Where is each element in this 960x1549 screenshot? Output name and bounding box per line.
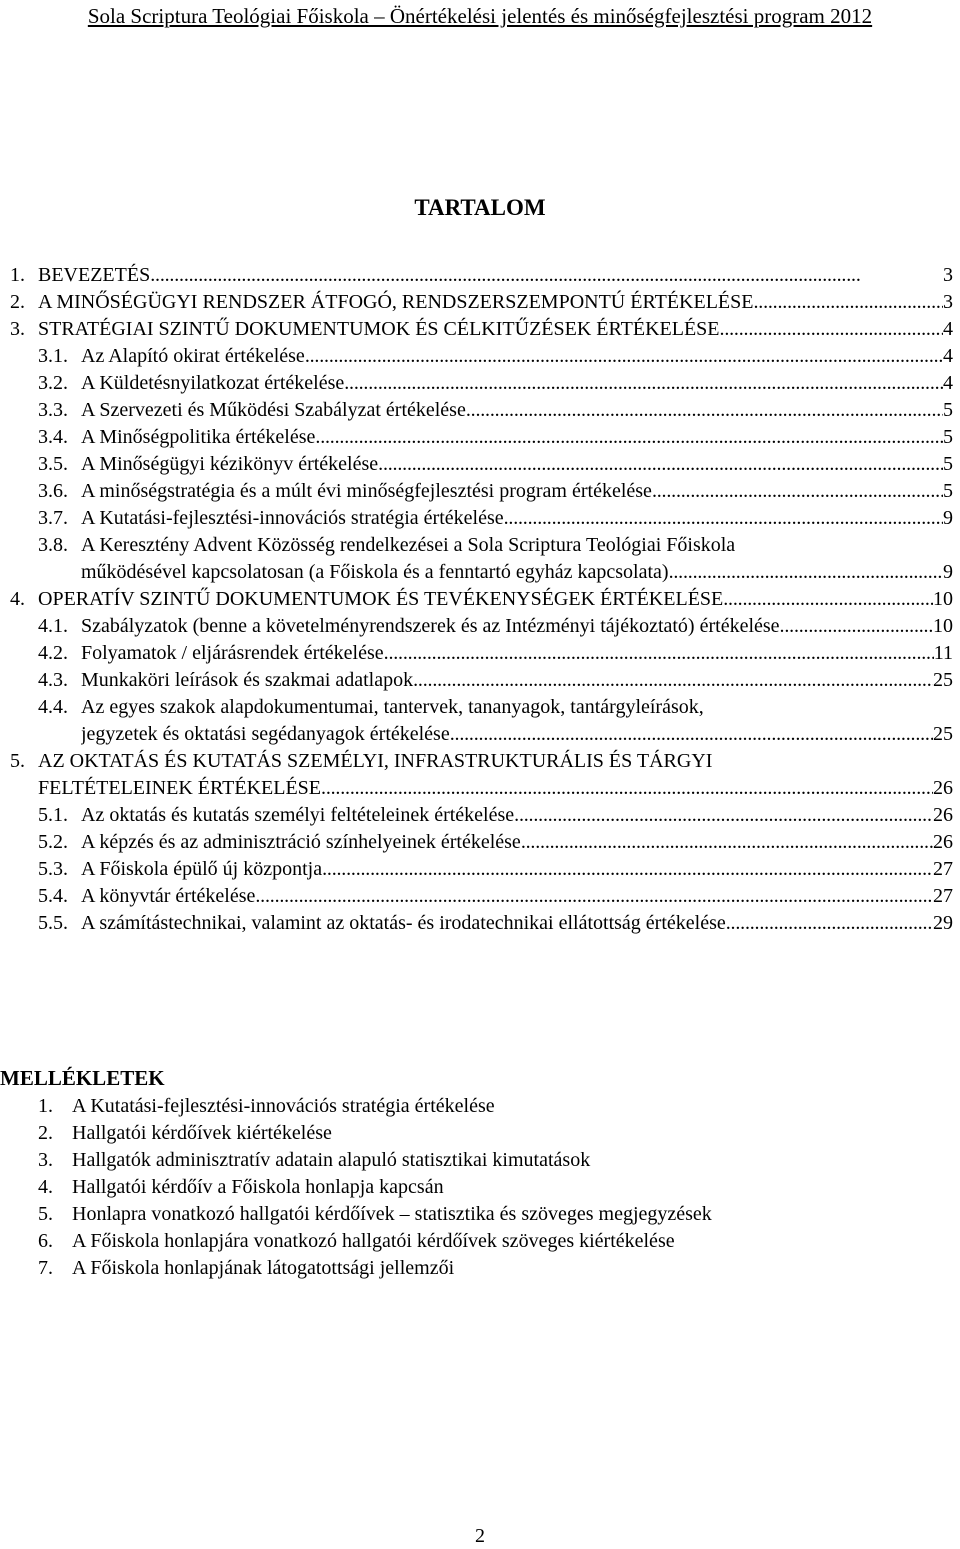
toc-entry-number: 3.1.	[38, 345, 68, 367]
toc-entry-title: A Kutatási-fejlesztési-innovációs stratégia értékelése	[81, 507, 504, 529]
toc-entry-page: 26	[933, 804, 953, 826]
dot-leader	[726, 910, 933, 937]
annex-item-title: A Főiskola honlapjának látogatottsági jellemzői	[72, 1257, 455, 1279]
toc-entry-page: 25	[933, 723, 953, 745]
dot-leader	[780, 613, 933, 640]
toc-entry-number: 3.8.	[38, 534, 68, 556]
toc-entry-number: 5.5.	[38, 912, 68, 934]
toc-entry-page: 11	[933, 642, 953, 664]
toc-entry-line	[81, 451, 953, 478]
dot-leader	[669, 559, 943, 586]
toc-title: TARTALOM	[414, 195, 546, 220]
dot-leader	[720, 316, 943, 343]
toc-entry[interactable]	[0, 910, 960, 937]
table-of-contents	[0, 262, 960, 937]
toc-entry-title: Munkaköri leírások és szakmai adatlapok	[81, 669, 414, 691]
toc-entry-page: 27	[933, 858, 953, 880]
dot-leader	[413, 667, 933, 694]
toc-entry-number: 4.3.	[38, 669, 68, 691]
toc-entry-line	[81, 721, 953, 748]
toc-entry-page: 5	[943, 399, 953, 421]
annex-item	[0, 1093, 960, 1120]
toc-entry-page: 5	[943, 453, 953, 475]
toc-entry-number: 3.2.	[38, 372, 68, 394]
toc-entry-line	[38, 586, 953, 613]
toc-entry-page: 5	[943, 426, 953, 448]
toc-entry-number: 3.7.	[38, 507, 68, 529]
toc-entry-number: 5.2.	[38, 831, 68, 853]
toc-entry-page: 25	[933, 669, 953, 691]
toc-entry-title: A Főiskola épülő új központja	[81, 858, 323, 880]
toc-entry[interactable]	[0, 478, 960, 505]
toc-entry-page: 4	[943, 372, 953, 394]
dot-leader	[753, 289, 943, 316]
toc-entry[interactable]	[0, 505, 960, 532]
toc-entry-title-line1: AZ OKTATÁS ÉS KUTATÁS SZEMÉLYI, INFRASTRUKTURÁLIS ÉS TÁRGYI	[38, 750, 713, 772]
dot-leader	[466, 397, 943, 424]
annex-item-number: 6.	[38, 1230, 53, 1252]
toc-entry-title: A képzés és az adminisztráció színhelyeinek értékelése	[81, 831, 521, 853]
toc-entry-number: 5.1.	[38, 804, 68, 826]
page-number: 2	[475, 1525, 485, 1547]
annex-item	[0, 1255, 960, 1282]
toc-entry-number: 5.	[10, 750, 25, 772]
annex-item-number: 3.	[38, 1149, 53, 1171]
dot-leader	[315, 424, 943, 451]
toc-entry[interactable]	[0, 748, 960, 802]
toc-entry[interactable]	[0, 802, 960, 829]
toc-entry[interactable]	[0, 451, 960, 478]
toc-entry-title: Folyamatok / eljárásrendek értékelése	[81, 642, 384, 664]
toc-entry-line	[81, 370, 953, 397]
toc-entry[interactable]	[0, 262, 960, 289]
annex-item-title: A Főiskola honlapjára vonatkozó hallgatói kérdőívek szöveges kiértékelése	[72, 1230, 675, 1252]
toc-entry-title: A könyvtár értékelése	[81, 885, 256, 907]
toc-entry[interactable]	[0, 316, 960, 343]
dot-leader	[723, 586, 933, 613]
annex-item-number: 1.	[38, 1095, 53, 1117]
toc-entry-title-line1: A Keresztény Advent Közösség rendelkezései a Sola Scriptura Teológiai Főiskola	[81, 534, 736, 556]
annexes-heading: MELLÉKLETEK	[0, 1066, 165, 1090]
toc-entry-number: 1.	[10, 264, 25, 286]
toc-entry[interactable]	[0, 289, 960, 316]
toc-entry-page: 10	[933, 615, 953, 637]
annex-item-title: A Kutatási-fejlesztési-innovációs stratégia értékelése	[72, 1095, 495, 1117]
annex-item-title: Hallgatók adminisztratív adatain alapuló statisztikai kimutatások	[72, 1149, 591, 1171]
toc-entry-number: 4.	[10, 588, 25, 610]
toc-entry-title: A Szervezeti és Működési Szabályzat értékelése	[81, 399, 466, 421]
toc-entry-line	[81, 802, 953, 829]
annex-item-title: Hallgatói kérdőív a Főiskola honlapja kapcsán	[72, 1176, 444, 1198]
toc-entry[interactable]	[0, 532, 960, 586]
toc-entry-number: 2.	[10, 291, 25, 313]
toc-entry-number: 3.5.	[38, 453, 68, 475]
dot-leader	[344, 370, 943, 397]
annex-item-number: 5.	[38, 1203, 53, 1225]
toc-entry[interactable]	[0, 397, 960, 424]
toc-entry-title: A számítástechnikai, valamint az oktatás- és irodatechnikai ellátottság értékelése	[81, 912, 726, 934]
toc-entry-line	[81, 559, 953, 586]
annex-item-number: 2.	[38, 1122, 53, 1144]
annex-item	[0, 1201, 960, 1228]
toc-entry-page: 27	[933, 885, 953, 907]
annex-item	[0, 1120, 960, 1147]
toc-entry-title: A MINŐSÉGÜGYI RENDSZER ÁTFOGÓ, RENDSZERSZEMPONTÚ ÉRTÉKELÉSE	[38, 291, 754, 313]
toc-entry-line	[81, 613, 953, 640]
toc-entry-line	[81, 640, 953, 667]
toc-entry-page: 26	[933, 777, 953, 799]
annex-item-title: Honlapra vonatkozó hallgatói kérdőívek – statisztika és szöveges megjegyzések	[72, 1203, 712, 1225]
toc-entry-line	[81, 829, 953, 856]
toc-entry[interactable]	[0, 667, 960, 694]
toc-entry-number: 3.6.	[38, 480, 68, 502]
toc-entry-title: jegyzetek és oktatási segédanyagok értékelése	[81, 723, 450, 745]
toc-entry-number: 3.3.	[38, 399, 68, 421]
toc-entry-page: 3	[943, 264, 953, 286]
dot-leader	[514, 802, 933, 829]
toc-entry-page: 9	[943, 507, 953, 529]
toc-entry-line	[81, 910, 953, 937]
dot-leader	[652, 478, 943, 505]
dot-leader	[378, 451, 943, 478]
toc-entry-line	[38, 775, 953, 802]
toc-entry[interactable]	[0, 343, 960, 370]
toc-entry-title-line1: Az egyes szakok alapdokumentumai, tantervek, tananyagok, tantárgyleírások,	[81, 696, 704, 718]
toc-entry-line	[81, 667, 953, 694]
toc-entry-number: 3.	[10, 318, 25, 340]
toc-entry[interactable]	[0, 856, 960, 883]
toc-entry-line	[38, 316, 953, 343]
toc-entry-number: 4.4.	[38, 696, 68, 718]
annex-item-number: 4.	[38, 1176, 53, 1198]
dot-leader	[384, 640, 934, 667]
toc-entry[interactable]	[0, 694, 960, 748]
toc-entry-page: 29	[933, 912, 953, 934]
toc-entry-title: STRATÉGIAI SZINTŰ DOKUMENTUMOK ÉS CÉLKITŰZÉSEK ÉRTÉKELÉSE	[38, 318, 720, 340]
annexes-list	[0, 1093, 960, 1282]
running-header	[0, 2, 960, 30]
toc-entry-title: BEVEZETÉS	[38, 264, 151, 286]
toc-entry-page: 9	[943, 561, 953, 583]
toc-entry[interactable]	[0, 424, 960, 451]
toc-entry[interactable]	[0, 613, 960, 640]
annex-item	[0, 1228, 960, 1255]
toc-entry-page: 3	[943, 291, 953, 313]
dot-leader	[504, 505, 943, 532]
dot-leader	[255, 883, 933, 910]
toc-entry-page: 10	[933, 588, 953, 610]
toc-entry-page: 4	[943, 318, 953, 340]
toc-entry-title: OPERATÍV SZINTŰ DOKUMENTUMOK ÉS TEVÉKENYSÉGEK ÉRTÉKELÉSE	[38, 588, 724, 610]
toc-entry-line	[81, 478, 953, 505]
toc-entry-title: Az Alapító okirat értékelése	[81, 345, 305, 367]
toc-entry-number: 5.4.	[38, 885, 68, 907]
toc-entry-line	[81, 424, 953, 451]
toc-entry-line	[81, 505, 953, 532]
toc-entry-page: 4	[943, 345, 953, 367]
toc-entry-title: Szabályzatok (benne a követelményrendszerek és az Intézményi tájékoztató) értékelése	[81, 615, 780, 637]
toc-entry-number: 4.2.	[38, 642, 68, 664]
toc-entry-line	[81, 343, 953, 370]
annex-item	[0, 1147, 960, 1174]
toc-entry-number: 4.1.	[38, 615, 68, 637]
toc-entry-line	[81, 397, 953, 424]
toc-entry-line	[81, 883, 953, 910]
annex-item-number: 7.	[38, 1257, 53, 1279]
toc-entry-line	[38, 262, 953, 289]
dot-leader	[322, 856, 933, 883]
toc-entry-title: A Minőségügyi kézikönyv értékelése	[81, 453, 379, 475]
toc-entry-title: Az oktatás és kutatás személyi feltételeinek értékelése	[81, 804, 515, 826]
toc-entry-title: A minőségstratégia és a múlt évi minőségfejlesztési program értékelése	[81, 480, 652, 502]
toc-entry-title: FELTÉTELEINEK ÉRTÉKELÉSE	[38, 777, 322, 799]
toc-entry[interactable]	[0, 370, 960, 397]
dot-leader	[321, 775, 933, 802]
annex-item	[0, 1174, 960, 1201]
toc-entry[interactable]	[0, 640, 960, 667]
toc-entry-number: 5.3.	[38, 858, 68, 880]
toc-entry-page: 26	[933, 831, 953, 853]
toc-entry[interactable]	[0, 829, 960, 856]
toc-entry-line	[81, 856, 953, 883]
dot-leader	[450, 721, 933, 748]
toc-entry-number: 3.4.	[38, 426, 68, 448]
running-header-text: Sola Scriptura Teológiai Főiskola – Önértékelési jelentés és minőségfejlesztési program 2012	[87, 4, 873, 28]
dot-leader	[521, 829, 933, 856]
annex-item-title: Hallgatói kérdőívek kiértékelése	[72, 1122, 332, 1144]
toc-entry-title: A Minőségpolitika értékelése	[81, 426, 316, 448]
toc-entry[interactable]	[0, 586, 960, 613]
toc-entry[interactable]	[0, 883, 960, 910]
dot-leader	[150, 262, 943, 289]
toc-entry-title: A Küldetésnyilatkozat értékelése	[81, 372, 345, 394]
toc-entry-title: működésével kapcsolatosan (a Főiskola és a fenntartó egyház kapcsolata)	[81, 561, 669, 583]
toc-entry-line	[38, 289, 953, 316]
toc-entry-page: 5	[943, 480, 953, 502]
dot-leader	[305, 343, 943, 370]
